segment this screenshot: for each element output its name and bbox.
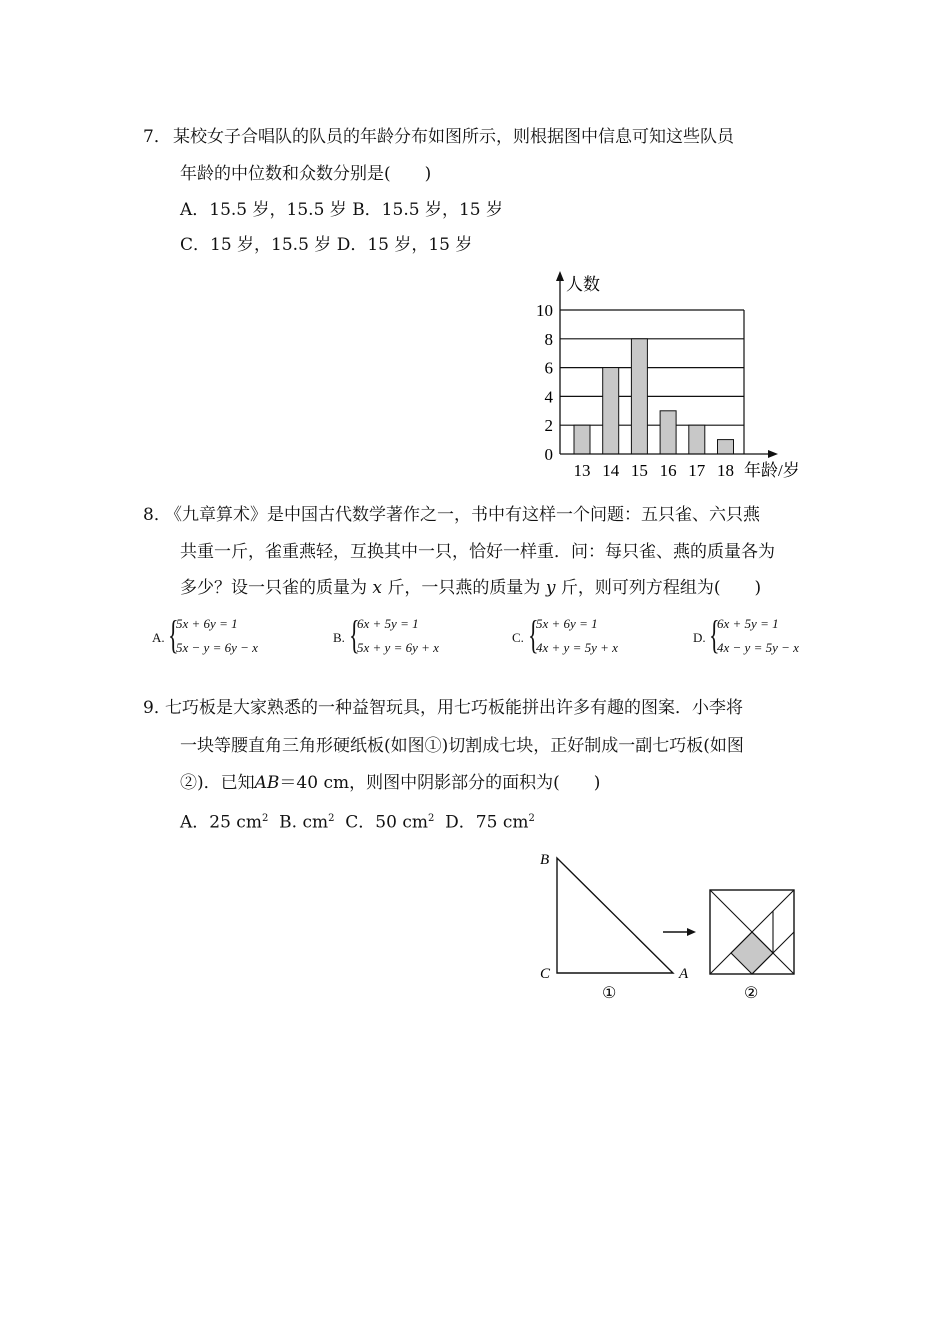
q8-option-a-eq2: 5x − y = 6y − x bbox=[176, 640, 258, 655]
q8-var-y: y bbox=[545, 578, 556, 598]
q7-stem-line1: 某校女子合唱队的队员的年龄分布如图所示，则根据图中信息可知这些队员 bbox=[173, 127, 734, 147]
q9-opt-d-sup: 2 bbox=[528, 813, 535, 824]
y-tick-label: 2 bbox=[544, 416, 553, 436]
brace-icon: { bbox=[168, 612, 179, 657]
q9-opt-c: C．50 cm bbox=[345, 812, 428, 833]
y-tick-label: 10 bbox=[536, 301, 553, 320]
q9-opt-b: B. cm bbox=[279, 812, 329, 833]
tangram-figure bbox=[530, 845, 810, 1005]
y-tick-label: 6 bbox=[544, 358, 553, 378]
y-tick-label: 4 bbox=[544, 387, 553, 407]
x-tick-label: 16 bbox=[659, 461, 677, 480]
q8-option-b-label: B. bbox=[333, 630, 345, 645]
q9-stem-line3-b: ＝40 cm，则图中阴影部分的面积为( ) bbox=[279, 773, 601, 793]
x-tick-label: 18 bbox=[717, 461, 734, 480]
q8-option-d-eq2: 4x − y = 5y − x bbox=[717, 640, 799, 655]
q8-var-x: x bbox=[372, 578, 382, 598]
x-axis-label: 年龄/岁 bbox=[744, 461, 800, 480]
q8-option-d-label: D. bbox=[693, 630, 706, 645]
q9-number: 9． bbox=[143, 698, 171, 718]
q9-stem-line3-a: ②)．已知 bbox=[180, 773, 255, 793]
age-bar-chart bbox=[530, 268, 815, 483]
q8-option-a-label: A. bbox=[152, 630, 165, 645]
tangram-square bbox=[710, 890, 794, 974]
q8-stem-line1: 《九章算术》是中国古代数学著作之一，书中有这样一个问题：五只雀、六只燕 bbox=[165, 505, 760, 525]
x-axis-arrow bbox=[768, 450, 778, 458]
q8-stem-line3-a: 多少？设一只雀的质量为 bbox=[180, 578, 367, 598]
q8-number: 8． bbox=[143, 505, 171, 525]
bar-age-17 bbox=[689, 425, 705, 454]
caption-2: ② bbox=[744, 985, 759, 1002]
shaded-square bbox=[731, 932, 773, 974]
x-tick-label: 14 bbox=[602, 461, 620, 480]
y-axis-arrow bbox=[556, 271, 564, 281]
q9-stem-line1: 七巧板是大家熟悉的一种益智玩具，用七巧板能拼出许多有趣的图案．小李将 bbox=[165, 698, 743, 718]
label-c: C bbox=[540, 966, 551, 982]
q7-number: 7． bbox=[143, 127, 171, 147]
q8-option-b-eq1: 6x + 5y = 1 bbox=[357, 616, 419, 631]
brace-icon: { bbox=[709, 612, 720, 657]
bar-age-16 bbox=[660, 411, 676, 454]
y-tick-label: 0 bbox=[544, 445, 553, 464]
caption-1: ① bbox=[602, 985, 617, 1002]
q7-options-line1: A．15.5 岁，15.5 岁 B．15.5 岁，15 岁 bbox=[180, 200, 503, 220]
bar-age-13 bbox=[574, 425, 590, 454]
q8-option-c-label: C. bbox=[512, 630, 524, 645]
x-tick-label: 17 bbox=[688, 461, 706, 480]
q9-stem-line3 bbox=[180, 772, 600, 794]
q8-stem-line3-b: 斤，一只燕的质量为 bbox=[387, 578, 541, 598]
q8-option-b-eq2: 5x + y = 6y + x bbox=[357, 640, 439, 655]
triangle-figure-1 bbox=[557, 858, 673, 973]
q9-opt-d: D．75 cm bbox=[445, 812, 529, 833]
bar-age-14 bbox=[603, 368, 619, 454]
q8-option-d-eq1: 6x + 5y = 1 bbox=[717, 616, 779, 631]
arrow-right-head-icon bbox=[687, 928, 696, 936]
q8-option-c-eq2: 4x + y = 5y + x bbox=[536, 640, 618, 655]
q8-stem-line3 bbox=[180, 577, 761, 599]
label-b: B bbox=[540, 852, 550, 868]
q9-options bbox=[180, 808, 535, 834]
q9-stem-line2: 一块等腰直角三角形硬纸板(如图①)切割成七块，正好制成一副七巧板(如图 bbox=[180, 736, 744, 756]
bar-age-18 bbox=[718, 440, 734, 454]
q7-stem-line2: 年龄的中位数和众数分别是( ) bbox=[180, 164, 432, 184]
x-tick-label: 15 bbox=[630, 461, 648, 480]
q9-ab: AB bbox=[254, 773, 280, 793]
label-a: A bbox=[679, 966, 689, 982]
brace-icon: { bbox=[349, 612, 360, 657]
q9-opt-a: A．25 cm bbox=[180, 812, 262, 833]
q9-opt-c-sup: 2 bbox=[427, 813, 435, 824]
q8-option-a-eq1: 5x + 6y = 1 bbox=[176, 616, 238, 631]
q8-stem-line3-c: 斤，则可列方程组为( ) bbox=[560, 578, 762, 598]
q8-stem-line2: 共重一斤，雀重燕轻，互换其中一只，恰好一样重．问：每只雀、燕的质量各为 bbox=[180, 542, 775, 562]
q9-opt-b-sup: 2 bbox=[328, 813, 335, 824]
brace-icon: { bbox=[528, 612, 539, 657]
q8-option-c-eq1: 5x + 6y = 1 bbox=[536, 616, 598, 631]
q9-opt-a-sup: 2 bbox=[261, 813, 269, 824]
bar-age-15 bbox=[631, 339, 647, 454]
y-tick-label: 8 bbox=[544, 329, 553, 349]
q7-options-line2: C．15 岁，15.5 岁 D．15 岁，15 岁 bbox=[180, 235, 473, 255]
y-axis-label: 人数 bbox=[566, 275, 600, 294]
x-tick-label: 13 bbox=[573, 461, 591, 480]
